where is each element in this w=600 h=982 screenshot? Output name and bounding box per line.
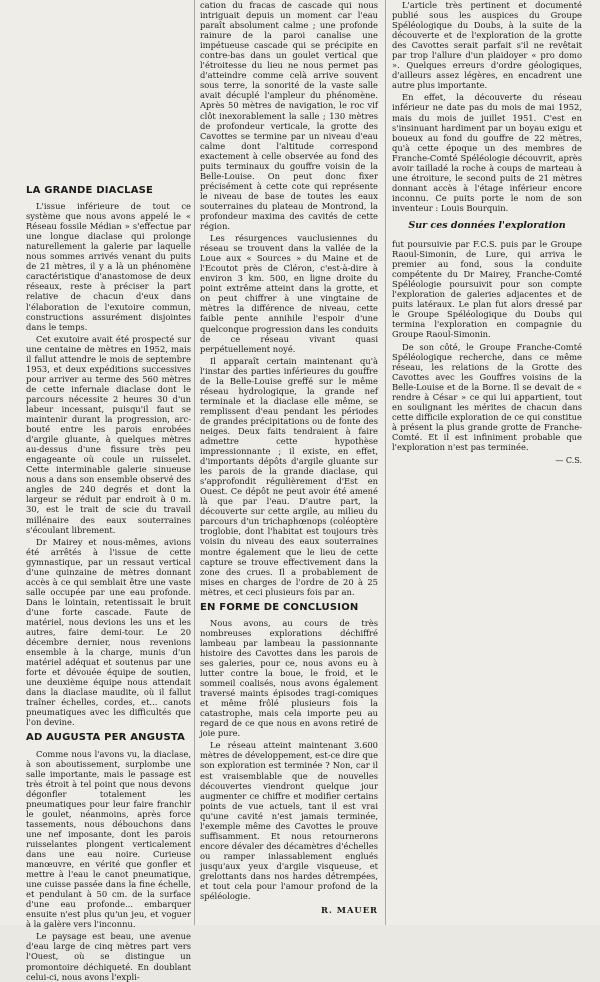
paragraph: Il apparaît certain maintenant qu'à l'instar des parties inférieures du gouffre de la Belle-Louise greffé sur le même réseau hydrologique, la grande nef terminale et la diaclase elle même, se remplissent d'eau pendant les périodes de grandes précipitations ou de fonte des neiges. Deux faits tendraient à faire admettre cette hypothèse impressionnante ; il existe, en effet, d'importants dépôts d'argile gluante sur les parois de la grande diaclase, qui s'approfondit régulièrement d'Est en Ouest. Ce dépôt ne peut avoir été amené là que par l'eau. D'autre part, la découverte sur cette argile, au milieu du parcours d'un trichaphœnops (coléoptère troglobie, dont l'habitat est toujours très voisin du niveau des eaux souterraines montre également que le lieu de cette capture se trouve effectivement dans la zone des crues. Il a probablement de mises en charges de l'ordre de 20 à 25 mètres, et ceci plusieurs fois par an. (200, 355, 378, 597)
column-rule-left (194, 0, 195, 925)
paragraph: Comme nous l'avons vu, la diaclase, à son aboutissement, surplombe une salle importante, mais le passage est très étroit à tel point que nous devons dégonfler totalement les pneumatiques pour leur faire franchir le goulet, néanmoins, après force tassements, nous débouchons dans une nef imposante, dont les parois ruisselantes plongent verticalement dans une eau noire. Curieuse manœuvre, en vérité que gonfler et mettre à l'eau le canot pneumatique, une cuisse passée dans la fine échelle, et pendulant à 50 cm. de la surface d'une eau profonde... embarquer ensuite n'est plus qu'un jeu, et voguer à la galère vers l'inconnu. (26, 748, 191, 930)
paragraph: L'issue inférieure de tout ce système que nous avons appelé le « Réseau fossile Médian » s'effectue par une longue diaclase qui prolonge naturellement la galerie par laquelle nous sommes arrivés venant du puits de 21 mètres, il y a là un phénomène caractéristique d'anastomose de deux réseaux, reste à préciser la part relative de chacun d'eux dans l'élaboration de l'exutoire commun, constructions assurément disjointes dans le temps. (26, 201, 191, 332)
paragraph: Nous avons, au cours de très nombreuses explorations déchiffré lambeau par lambeau la passionnante histoire des Cavottes dans les parois de ses galeries, pour ce, nous avons eu à lutter contre la boue, le froid, et le sommeil coalisés, nous avons également traversé maints épisodes tragi-comiques et même frôlé plusieurs fois la catastrophe, mais cela importe peu au regard de ce que nous en avons retiré de joie pure. (200, 617, 378, 739)
column-rule-right (385, 0, 386, 925)
paragraph: De son côté, le Groupe Franche-Comté Spéléologique recherche, dans ce même réseau, les relations de la Grotte des Cavottes avec les Gouffres voisins de la Belle-Louise et de la Borne. Il se devait de « rendre à César » ce qui lui appartient, tout en soulignant les mérites de chacun dans cette difficile exploration de ce qui constitue à présent la plus grande grotte de Franche-Comté. Et il est infiniment probable que l'exploration n'est pas terminée. (392, 341, 582, 452)
paragraph: Cet exutoire avait été prospecté sur une centaine de mètres en 1952, mais il fallut attendre le mois de septembre 1953, et deux expéditions successives pour arriver au terme des 560 mètres de cette infernale diaclase dont le parcours nécessite 2 heures 30 d'un labeur incessant, puisqu'il faut se maintenir durant la progression, arc-bouté entre les parois enrobées d'argile gluante, à quelques mètres au-dessus d'une fissure très peu engageante où coule un ruisselet. Cette interminable galerie sinueuse nous a dans son ensemble observé des angles de 240 degrés et dont la largeur se réduit par endroit à 0 m. 30, est le trait de scie du travail millénaire des eaux souterraines s'écoulant librement. (26, 333, 191, 535)
author-initials: — C.S. (555, 456, 582, 466)
column-right (392, 0, 582, 925)
section-heading-conclusion: EN FORME DE CONCLUSION (200, 601, 359, 613)
paragraph: fut poursuivie par F.C.S. puis par le Groupe Raoul-Simonin, de Lure, qui arriva le premier au fond, sous la conduite compétente du Dr Mairey, Franche-Comté Spéléologie poursuivit pour son compte l'exploration de galeries adjacentes et de puits latéraux. Le plan fut alors dressé par le Groupe Spéléologique du Doubs qui termina l'exploration en compagnie du Groupe Raoul-Simonin. (392, 239, 582, 340)
subheading-exploration: Sur ces données l'exploration (408, 219, 566, 231)
paragraph: Les résurgences vauclusiennes du réseau se trouvent dans la vallée de la Loue aux « Sources » du Maine et de l'Ecoutot près de Cléron, c'est-à-dire à environ 3 km. 500, en ligne droite du point extrême atteint dans la grotte, et on peut chiffrer à une vingtaine de mètres la différence de niveau, cette faible pente annihile l'espoir d'une quelconque progression dans les conduits de ce réseau vivant quasi perpétuellement noyé. (200, 233, 378, 354)
column-left (26, 180, 191, 982)
paragraph: En effet, la découverte du réseau inférieur ne date pas du mois de mai 1952, mais du mois de juillet 1951. C'est en s'insinuant hardiment par un boyau exigu et boueux au fond du gouffre de 22 mètres, qu'à cette époque un des membres de Franche-Comté Spéléologie découvrit, après avoir tailladé la roche à coups de marteau à une étroiture, le second puits de 21 mètres donnant accès à l'étage inférieur encore inconnu. Ce puits porte le nom de son inventeur : Louis Bourquin. (392, 92, 582, 213)
paragraph: Le paysage est beau, une avenue d'eau large de cinq mètres part vers l'Ouest, où se distingue un promontoire déchiqueté. En doublant celui-ci, nous avons l'expli- (26, 931, 191, 982)
paragraph: L'article très pertinent et documenté publié sous les auspices du Groupe Spéléologique du Doubs, à la suite de la découverte et de l'exploration de la grotte des Cavottes serait parfait s'il ne revêtait par trop l'allure d'un plaidoyer « pro domo ». Quelques erreurs d'ordre géologiques, d'ailleurs assez légères, en encadrent une autre plus importante. (392, 0, 582, 91)
column-middle (200, 0, 378, 925)
section-heading-ad-augusta: AD AUGUSTA PER ANGUSTA (26, 732, 186, 744)
paragraph: Dr Mairey et nous-mêmes, avions été arrêtés à l'issue de cette gymnastique, par un ressaut vertical d'une quinzaine de mètres donnant accès à ce qui semblait être une vaste salle occupée par une eau profonde. Dans le lointain, retentissait le bruit d'une forte cascade. Faute de matériel, nous devions les uns et les autres, faire demi-tour. Le 20 décembre dernier, nous revenions ensemble à la charge, munis d'un matériel adéquat et soutenus par une forte et dévouée équipe de soutien, une deuxième équipe nous attendait dans la diaclase maudite, où il fallut traîner échelles, cordes, et... canots pneumatiques avec les difficultés que l'on devine. (26, 536, 191, 728)
paragraph: cation du fracas de cascade qui nous intriguait depuis un moment car l'eau paraît absolument calme ; une profonde rainure de la paroi canalise une impétueuse cascade qui se précipite en contre-bas dans un goulet vertical que l'étroitesse du lieu ne nous permet pas d'atteindre comme celà arrive souvent sous terre, la sonorité de la vaste salle avait décuplé l'ampleur du phénomène. Après 50 mètres de navigation, le roc vif clôt inexorablement la salle ; 130 mètres de profondeur verticale, la grotte des Cavottes se termine par un niveau d'eau calme dont l'altitude correspond exactement à celle observée au fond des puits terminaux du gouffre voisin de la Belle-Louise. On peut donc fixer précisément à cette cote qui représente le niveau de base de toutes les eaux souterraines du plateau de Montrond, la profondeur maxima des cavités de cette région. (200, 0, 378, 232)
author-signature: R. MAUER (320, 905, 378, 916)
paragraph: Le réseau atteint maintenant 3.600 mètres de développement, est-ce dire que son exploration est terminée ? Non, car il est vraisemblable que de nouvelles découvertes viendront quelque jour augmenter ce chiffre et modifier certains points de vue actuels, tant il est vrai qu'une cavité n'est jamais terminée, l'exemple même des Cavottes le prouve suffisamment. Et nous retournerons encore dévaler des décamètres d'échelles ou ramper inlassablement englués jusqu'aux yeux d'argile visqueuse, et grelottants dans nos hardes détrempées, et tout cela pour l'amour profond de la spéléologie. (200, 740, 379, 902)
section-heading-grande-diaclase: LA GRANDE DIACLASE (26, 185, 154, 196)
